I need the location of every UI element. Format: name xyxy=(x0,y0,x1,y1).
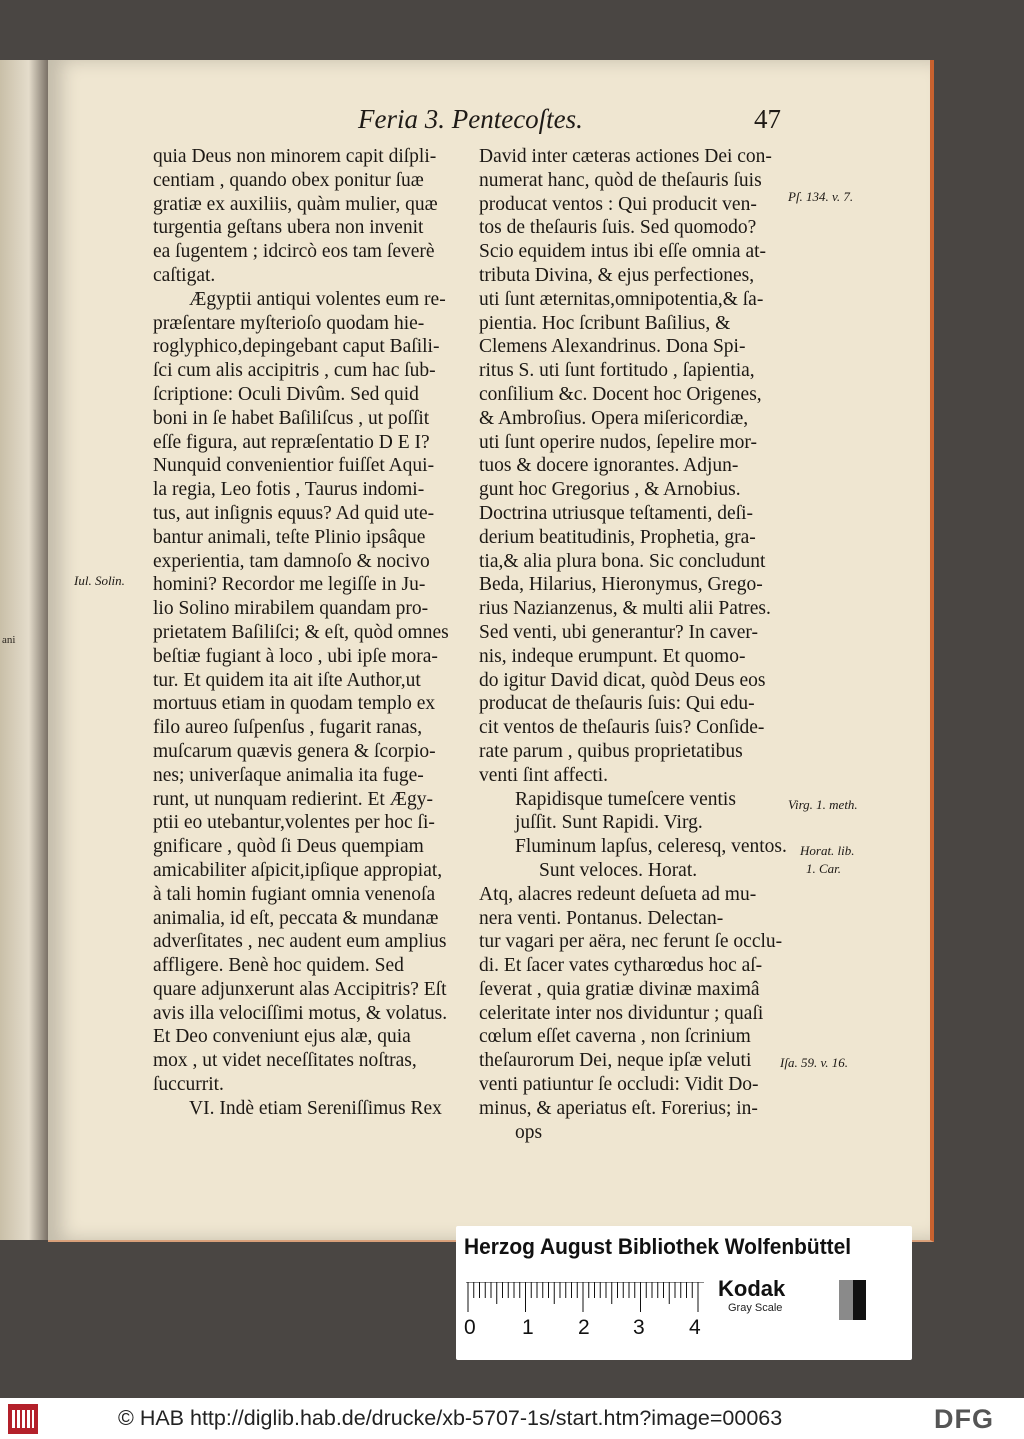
text-line: bantur animali, teſte Plinio ipsâque xyxy=(153,526,426,548)
text-line: animalia, id eſt, peccata & mundanæ xyxy=(153,907,439,929)
text-line: prietatem Baſiliſci; & eſt, quòd omnes xyxy=(153,621,449,643)
text-line: Atq, alacres redeunt deſueta ad mu- xyxy=(479,883,757,905)
text-line: theſaurorum Dei, neque ipſæ veluti xyxy=(479,1050,752,1072)
margin-note-horace-2: 1. Car. xyxy=(806,861,842,876)
text-line: Sunt veloces. Horat. xyxy=(539,859,698,881)
ruler-number: 4 xyxy=(689,1316,701,1339)
right-text-column xyxy=(479,145,785,1144)
text-line: derium beatitudinis, Prophetia, gra- xyxy=(479,526,756,548)
text-line: ritus S. uti ſunt fortitudo , ſapientia, xyxy=(479,360,755,382)
text-line: producat de theſauris ſuis: Qui edu- xyxy=(479,693,755,715)
page-number: 47 xyxy=(754,104,781,134)
text-line: tuos & docere ignorantes. Adjun- xyxy=(479,455,739,477)
text-line: ptii eo utebantur,volentes per hoc ſi- xyxy=(153,812,435,834)
text-line: Doctrina utriusque teſtamenti, deſi- xyxy=(479,502,753,524)
text-line: Nunquid convenientior fuiſſet Aqui- xyxy=(153,455,435,477)
text-line: filo aureo ſuſpenſus , fugarit ranas, xyxy=(153,717,423,739)
margin-note-isaiah: Iſa. 59. v. 16. xyxy=(780,1055,848,1070)
text-line: la regia, Leo fotis , Taurus indomi- xyxy=(153,479,425,501)
text-line: ſuccurrit. xyxy=(153,1074,224,1096)
text-line: affligere. Benè hoc quidem. Sed xyxy=(153,955,404,977)
text-line: Clemens Alexandrinus. Dona Spi- xyxy=(479,336,746,358)
text-line: rius Nazianzenus, & multi alii Patres. xyxy=(479,598,771,620)
text-line: conſilium &c. Docent hoc Origenes, xyxy=(479,383,762,405)
swatch-white xyxy=(826,1280,839,1320)
dfg-logo: DFG xyxy=(934,1404,994,1434)
text-line: quia Deus non minorem capit diſpli- xyxy=(153,146,437,167)
previous-page-edge xyxy=(0,60,48,1240)
text-line: gunt hoc Gregorius , & Arnobius. xyxy=(479,479,741,501)
text-line: uti ſunt operire nudos, ſepelire mor- xyxy=(479,431,757,453)
footer-permalink[interactable]: © HAB http://diglib.hab.de/drucke/xb-5707-1s/start.htm?image=00063 xyxy=(118,1406,783,1430)
text-line: tia,& alia plura bona. Sic concludunt xyxy=(479,550,766,572)
text-line: Rapidisque tumeſcere ventis xyxy=(515,788,736,810)
text-line: pientia. Hoc ſcribunt Baſilius, & xyxy=(479,312,731,334)
text-line: lio Solino mirabilem quandam pro- xyxy=(153,598,429,620)
text-line: centiam , quando obex ponitur ſuæ xyxy=(153,169,424,191)
text-line: avis illa velociſſimi motus, & volatus. xyxy=(153,1002,448,1024)
text-line: cit ventos de theſauris ſuis? Conſide- xyxy=(479,717,765,739)
library-label-card xyxy=(456,1226,912,1360)
text-line: tributa Divina, & ejus perfectiones, xyxy=(479,264,755,286)
text-line: nis, indeque erumpunt. Et quomo- xyxy=(479,645,746,667)
text-line: do igitur David dicat, quòd Deus eos xyxy=(479,669,766,691)
text-line: venti patiuntur ſe occludi: Vidit Do- xyxy=(479,1074,759,1096)
text-line: nera venti. Pontanus. Delectan- xyxy=(479,907,724,929)
library-name: Herzog August Bibliothek Wolfenbüttel xyxy=(464,1234,852,1259)
text-line: tos de theſauris ſuis. Sed quomodo? xyxy=(479,217,757,239)
text-line: VI. Indè etiam Sereniſſimus Rex xyxy=(189,1097,442,1119)
ruler-number: 1 xyxy=(522,1316,534,1339)
text-line: tus, aut inſignis equus? Ad quid ute- xyxy=(153,502,435,524)
text-line: à tali homin fugiant omnia venenoſa xyxy=(153,883,436,905)
text-line: tur. Et quidem ita ait iſte Author,ut xyxy=(153,669,421,691)
text-line: boni in ſe habet Baſiliſcus , ut poſſit xyxy=(153,407,430,429)
kodak-brand: Kodak xyxy=(718,1276,786,1301)
text-line: runt, ut nunquam redierint. Et Ægy- xyxy=(153,788,433,810)
text-line: ſci cum alis accipitris , cum hac ſub- xyxy=(153,360,436,382)
text-line: præſentare myſterioſo quodam hie- xyxy=(153,312,425,334)
ruler-number: 0 xyxy=(464,1316,476,1339)
text-line: ops xyxy=(515,1121,543,1143)
swatch-black xyxy=(853,1280,866,1320)
text-line: tur vagari per aëra, nec ferunt ſe occlu- xyxy=(479,931,783,953)
text-line: uti ſunt æternitas,omnipotentia,& ſa- xyxy=(479,288,764,310)
text-line: Beda, Hilarius, Hieronymus, Grego- xyxy=(479,574,763,596)
text-line: ea ſugentem ; idcircò eos tam ſeverè xyxy=(153,241,435,263)
hab-logo-icon xyxy=(8,1404,38,1434)
left-text-column xyxy=(153,145,457,1121)
margin-note-horace-1: Horat. lib. xyxy=(800,843,855,858)
text-line: producat ventos : Qui producit ven- xyxy=(479,193,757,215)
text-line: venti ſint affecti. xyxy=(479,764,609,786)
gray-swatches xyxy=(826,1280,866,1320)
text-line: & Ambroſius. Opera miſericordiæ, xyxy=(479,407,749,429)
swatch-gray xyxy=(839,1280,852,1320)
text-line: David inter cæteras actiones Dei con- xyxy=(479,146,772,167)
text-line: cœlum eſſet caverna , non ſcrinium xyxy=(479,1026,751,1048)
text-line: juſſit. Sunt Rapidi. Virg. xyxy=(515,812,703,834)
text-line: beſtiæ fugiant à loco , ubi ipſe mora- xyxy=(153,645,438,667)
text-line: Scio equidem intus ibi eſſe omnia at- xyxy=(479,241,767,263)
text-line: caſtigat. xyxy=(153,264,216,286)
text-line: ſcriptione: Oculi Divûm. Sed quid xyxy=(153,383,419,405)
margin-note-solin: Iul. Solin. xyxy=(74,573,125,588)
text-line: Sed venti, ubi generantur? In caver- xyxy=(479,621,758,643)
text-line: nes; univerſaque animalia ita fuge- xyxy=(153,764,424,786)
text-line: turgentia geſtans ubera non invenit xyxy=(153,217,424,239)
text-line: muſcarum quævis genera & ſcorpio- xyxy=(153,740,436,762)
text-line: quare adjunxerunt alas Accipitris? Eſt xyxy=(153,978,447,1000)
text-line: Ægyptii antiqui volentes eum re- xyxy=(189,288,446,310)
ruler-number: 3 xyxy=(633,1316,645,1339)
text-line: roglyphico,depingebant caput Baſili- xyxy=(153,336,440,358)
text-line: experientia, tam damnoſo & nocivo xyxy=(153,550,430,572)
text-line: amicabiliter aſpicit,ipſique appropiat, xyxy=(153,859,443,881)
text-line: Et Deo conveniunt ejus alæ, quia xyxy=(153,1026,411,1048)
text-line: rate parum , quibus proprietatibus xyxy=(479,740,743,762)
text-line: ſeverat , quia gratiæ divinæ maximâ xyxy=(479,978,760,1000)
previous-page-margin-note: ani xyxy=(2,634,16,646)
text-line: mox , ut videt neceſſitates noſtras, xyxy=(153,1050,417,1072)
text-line: numerat hanc, quòd de theſauris ſuis xyxy=(479,169,762,191)
text-line: mortuus etiam in quodam templo ex xyxy=(153,693,436,715)
ruler-scale xyxy=(466,1282,704,1316)
margin-note-virgil: Virg. 1. meth. xyxy=(788,797,858,812)
ruler-numbers xyxy=(456,1316,706,1340)
ruler-number: 2 xyxy=(578,1316,590,1339)
text-line: gnificare , quòd ſi Deus quempiam xyxy=(153,836,424,858)
text-line: celeritate inter nos dividuntur ; quaſi xyxy=(479,1002,764,1024)
running-head: Feria 3. Pentecoſtes. xyxy=(358,104,583,134)
text-line: adverſitates , nec audent eum amplius xyxy=(153,931,447,953)
gray-scale-caption: Gray Scale xyxy=(728,1302,783,1314)
text-line: di. Et ſacer vates cytharœdus hoc aſ- xyxy=(479,955,763,977)
footer-bar xyxy=(0,1398,1024,1439)
margin-note-psalm: Pſ. 134. v. 7. xyxy=(788,189,854,204)
text-line: Fluminum lapſus, celeresq, ventos. xyxy=(515,836,787,858)
text-line: gratiæ ex auxiliis, quàm mulier, quæ xyxy=(153,193,438,215)
text-line: minus, & aperiatus eſt. Forerius; in- xyxy=(479,1097,758,1119)
text-line: homini? Recordor me legiſſe in Ju- xyxy=(153,574,426,596)
text-line: eſſe figura, aut repræſentatio D E I? xyxy=(153,431,430,453)
